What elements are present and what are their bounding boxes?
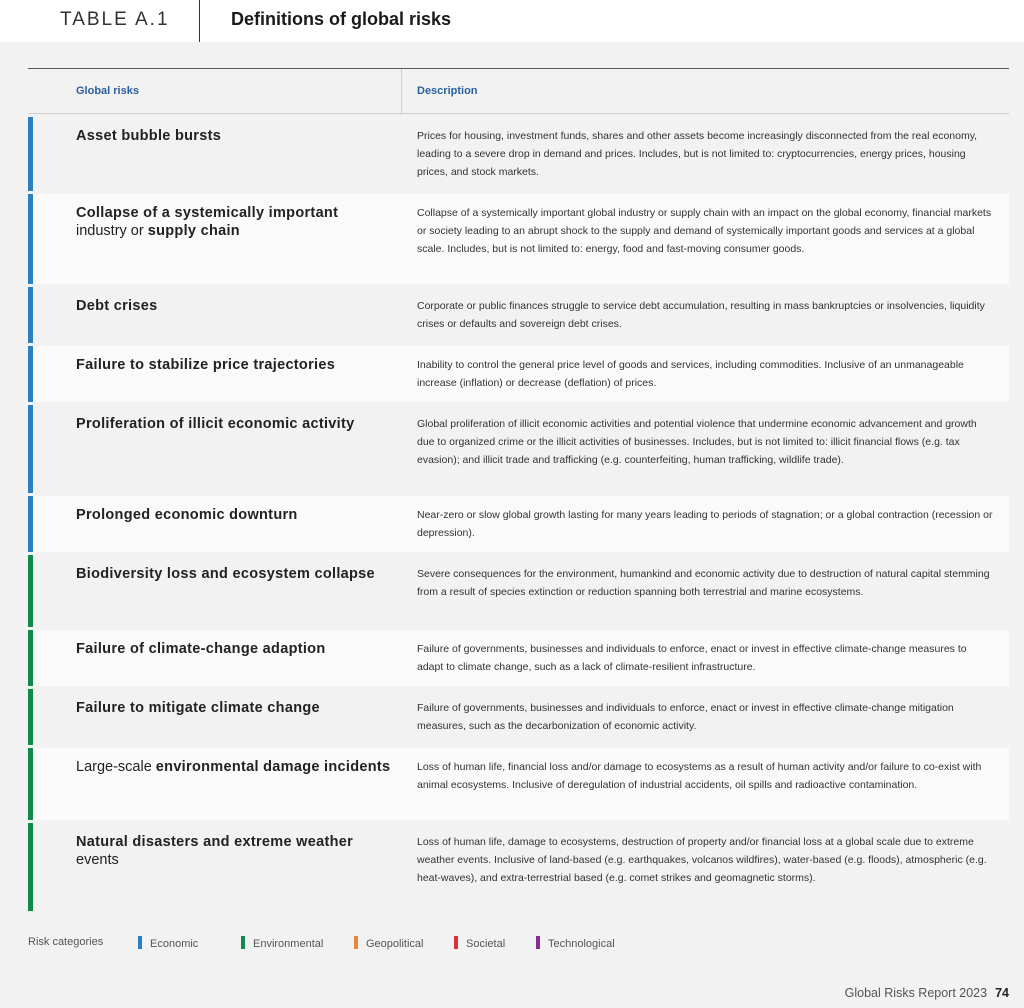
column-header-risks: Global risks xyxy=(76,85,139,97)
report-name: Global Risks Report 2023 xyxy=(844,986,988,1000)
legend-item-technological: Technological xyxy=(536,936,615,950)
risk-description: Near-zero or slow global growth lasting for many years leading to periods of stagnation; or a global contraction (recession or depression). xyxy=(417,509,993,539)
risk-name xyxy=(33,555,401,627)
risk-description: Global proliferation of illicit economic activities and potential violence that undermine economic advancement and growth due to organized crime or the illicit activities of businesses. Includes, but is not limited to: illicit financial flows (e.g. tax evasion); and illicit trade and trafficking (e.g. counterfeiting, human trafficking, wildlife trade). xyxy=(417,418,977,466)
risk-name-part: Failure to stabilize price trajectories xyxy=(76,357,336,373)
risk-description: Failure of governments, businesses and individuals to enforce, enact or invest in effective climate-change measures to adapt to climate change, such as a lack of climate-resilient infrastructure. xyxy=(417,643,967,673)
table-row xyxy=(28,496,1009,552)
risk-name xyxy=(33,194,401,284)
risk-name xyxy=(33,748,401,820)
risk-description: Loss of human life, damage to ecosystems, destruction of property and/or financial loss at a global scale due to extreme weather events. Inclusive of land-based (e.g. earthquakes, volcanos wildfires), water-based (e.g. floods), atmospheric (e.g. heat-waves), and extra-terrestrial based (e.g. comet strikes and geomagnetic storms). xyxy=(417,836,987,884)
column-divider xyxy=(401,69,402,115)
risk-name-part: events xyxy=(76,852,119,868)
risk-name-part: environmental damage incidents xyxy=(155,759,391,775)
risk-name-part: Debt crises xyxy=(76,298,158,314)
risk-description: Prices for housing, investment funds, shares and other assets become increasingly disconnected from the real economy, leading to a severe drop in demand and prices. Includes, but is not limited to: cryptocurrencies, energy prices, housing prices, and stock markets. xyxy=(417,130,978,178)
table-row xyxy=(28,346,1009,402)
table-row xyxy=(28,823,1009,911)
risk-description: Failure of governments, businesses and individuals to enforce, enact or invest in effective climate-change mitigation measures, such as the decarbonization of economic activity. xyxy=(417,702,954,732)
risk-description: Corporate or public finances struggle to service debt accumulation, resulting in mass bankruptcies or insolvencies, liquidity crises or defaults and sovereign debt crises. xyxy=(417,300,985,330)
legend-swatch xyxy=(241,936,245,949)
risk-name-part: Asset bubble bursts xyxy=(76,128,222,144)
risk-name xyxy=(33,346,401,402)
legend-swatch xyxy=(354,936,358,949)
column-header-description: Description xyxy=(417,85,478,97)
risk-name-part: Proliferation of illicit economic activity xyxy=(76,416,355,432)
legend-item-societal: Societal xyxy=(454,936,505,950)
table-label: TABLE A.1 xyxy=(60,9,170,30)
risk-description: Severe consequences for the environment, humankind and economic activity due to destruction of natural capital stemming from a result of species extinction or reduction spanning both terrestrial and marine ecosystems. xyxy=(417,568,990,598)
risk-description: Inability to control the general price level of goods and services, including commodities. Inclusive of an unmanageable increase (inflation) or decrease (deflation) of prices. xyxy=(417,359,964,389)
page-footer xyxy=(845,986,1009,1000)
risk-name-part: Failure to mitigate climate change xyxy=(76,700,320,716)
risk-name xyxy=(33,405,401,493)
risk-name xyxy=(33,689,401,745)
risk-name-part: supply chain xyxy=(147,223,240,239)
legend-swatch xyxy=(138,936,142,949)
legend-item-environmental: Environmental xyxy=(241,936,323,950)
risk-name-part: industry or xyxy=(76,223,148,239)
legend-item-economic: Economic xyxy=(138,936,198,950)
risk-name-part: Failure of climate-change adaption xyxy=(76,641,326,657)
title-bar xyxy=(0,0,1024,42)
table-body xyxy=(28,117,1009,911)
legend-title: Risk categories xyxy=(28,936,104,948)
table-row xyxy=(28,287,1009,343)
page-title: Definitions of global risks xyxy=(231,9,452,29)
table-row xyxy=(28,630,1009,686)
risk-name-part: Prolonged economic downturn xyxy=(76,507,298,523)
risk-name-part: Natural disasters and extreme weather xyxy=(76,834,354,850)
risks-table xyxy=(28,68,1009,914)
legend-swatch xyxy=(536,936,540,949)
page-number: 74 xyxy=(995,986,1009,1000)
risk-description: Collapse of a systemically important global industry or supply chain with an impact on the global economy, financial markets or society leading to an abrupt shock to the supply and demand of systemically important goods and services at a global scale. Includes, but is not limited to: energy, food and fast-moving consumer goods. xyxy=(417,207,992,255)
table-row xyxy=(28,748,1009,820)
risk-name xyxy=(33,630,401,686)
table-row xyxy=(28,194,1009,284)
table-row xyxy=(28,117,1009,191)
table-row xyxy=(28,405,1009,493)
legend-item-geopolitical: Geopolitical xyxy=(354,936,423,950)
risk-name-part: Collapse of a systemically important xyxy=(76,205,339,221)
legend-swatch xyxy=(454,936,458,949)
risk-name-part: Large-scale xyxy=(76,759,156,775)
risk-name xyxy=(33,823,401,911)
risk-name xyxy=(33,117,401,191)
risk-name xyxy=(33,496,401,552)
risk-name xyxy=(33,287,401,343)
risk-name-part: Biodiversity loss and ecosystem collapse xyxy=(76,566,375,582)
table-header xyxy=(28,68,1009,114)
table-row xyxy=(28,689,1009,745)
title-divider xyxy=(199,0,200,42)
table-row xyxy=(28,555,1009,627)
risk-description: Loss of human life, financial loss and/or damage to ecosystems as a result of human activity and/or failure to co-exist with animal ecosystems. Inclusive of deregulation of industrial accidents, oil spills and radioactive contamination. xyxy=(417,761,982,791)
